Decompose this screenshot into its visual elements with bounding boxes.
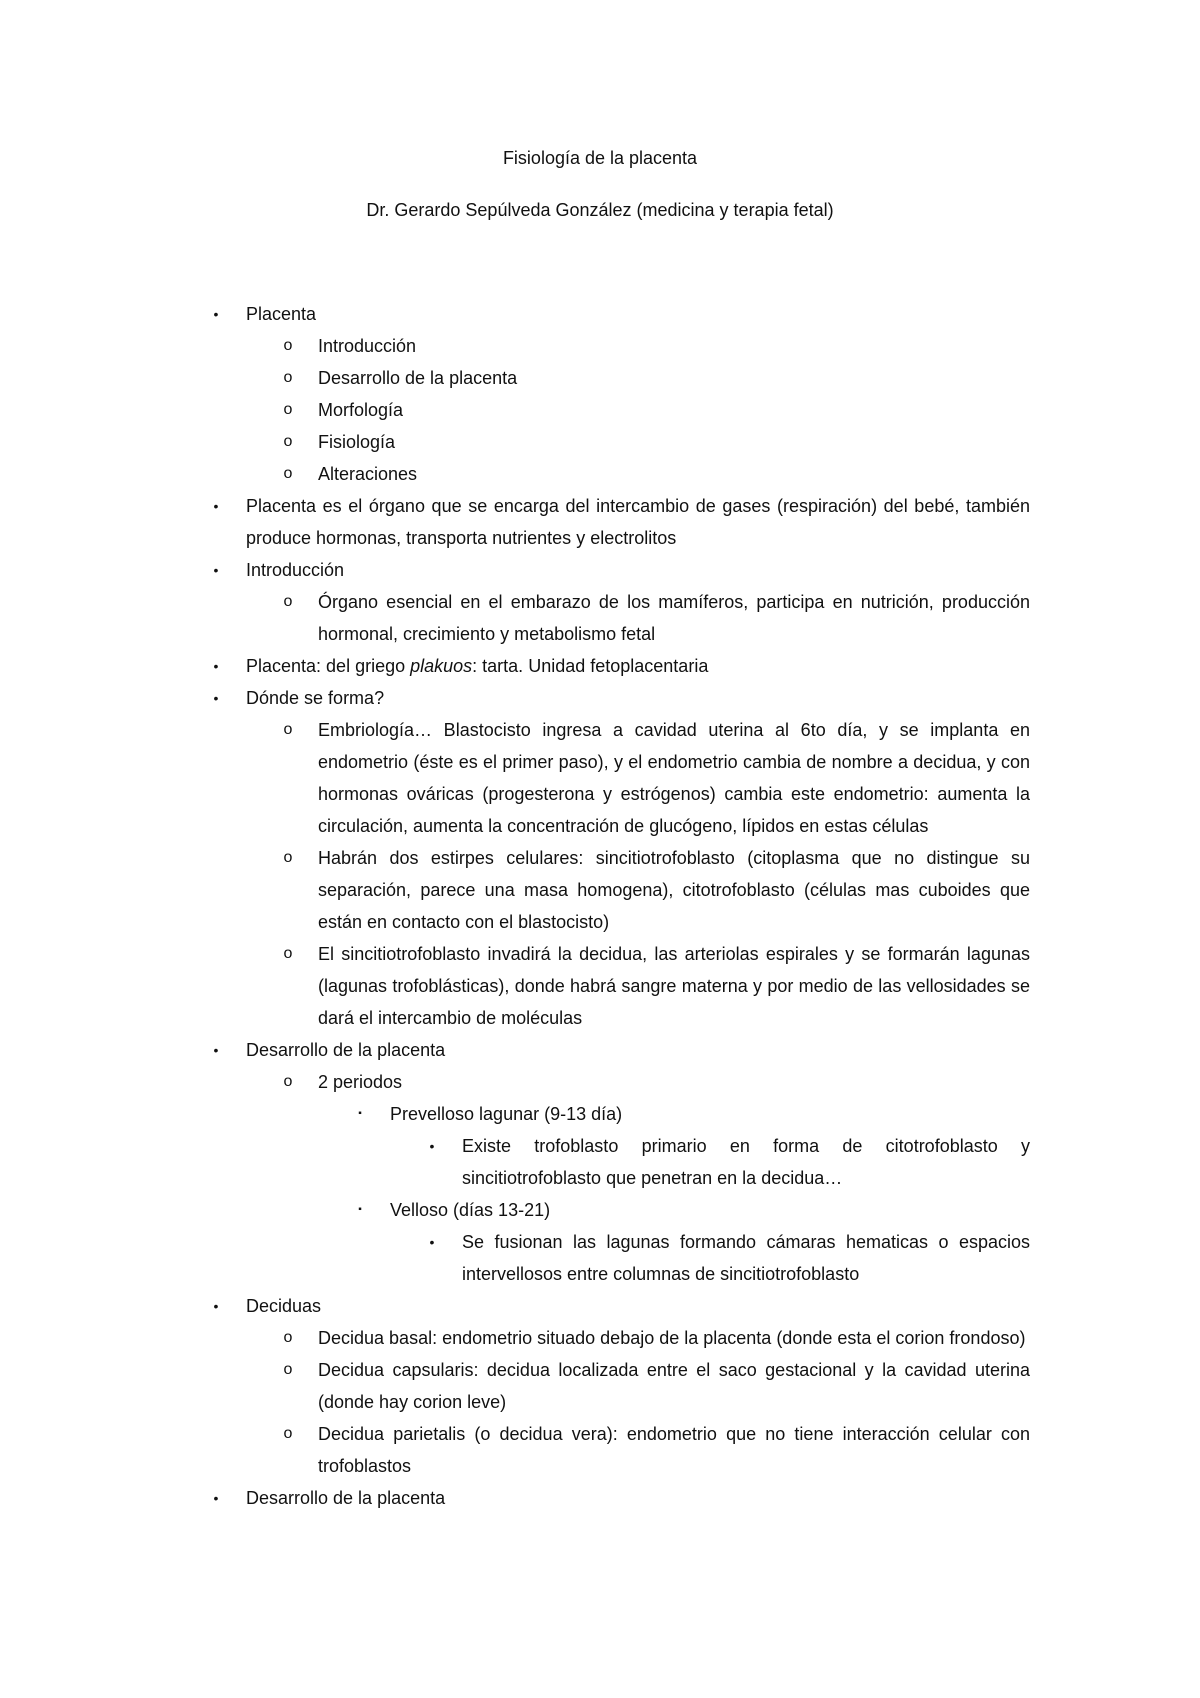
- circle-bullet-icon: o: [283, 337, 293, 354]
- list-item: [213, 554, 1030, 586]
- list-item-text: Deciduas: [246, 1296, 322, 1316]
- list-item-text: Se fusionan las lagunas formando cámaras hematicas o espacios intervellosos entre columnas de sincitiotrofoblasto: [462, 1232, 1030, 1284]
- bullet-icon: •: [213, 498, 219, 514]
- document-author: Dr. Gerardo Sepúlveda González (medicina y terapia fetal): [366, 200, 834, 220]
- bullet-icon: •: [213, 1490, 219, 1506]
- list-item-text: Desarrollo de la placenta: [246, 1040, 446, 1060]
- bullet-icon: •: [429, 1234, 435, 1250]
- bullet-icon: •: [213, 1042, 219, 1058]
- circle-bullet-icon: o: [283, 849, 293, 866]
- list-item: [213, 650, 1030, 682]
- list-item: [283, 1418, 1030, 1482]
- list-item: [283, 426, 1030, 458]
- etymology-suffix: : tarta.: [472, 656, 524, 676]
- list-item: [283, 714, 1030, 842]
- circle-bullet-icon: o: [283, 1361, 293, 1378]
- list-item: [283, 842, 1030, 938]
- list-item-text: Unidad fetoplacentaria: [528, 656, 709, 676]
- list-item-text: Órgano esencial en el embarazo de los mamíferos, participa en nutrición, producción hormonal, crecimiento y metabolismo fetal: [318, 592, 1030, 644]
- bullet-icon: •: [429, 1138, 435, 1154]
- list-item-text: Placenta: [246, 304, 317, 324]
- list-item: [358, 1098, 1030, 1130]
- etymology-term: plakuos: [410, 656, 473, 676]
- list-item: [283, 458, 1030, 490]
- circle-bullet-icon: o: [283, 593, 293, 610]
- document-body: [0, 298, 1200, 1514]
- list-item: [283, 1322, 1030, 1354]
- list-item-text: Morfología: [318, 400, 404, 420]
- square-bullet-icon: ▪: [358, 1108, 362, 1119]
- circle-bullet-icon: o: [283, 945, 293, 962]
- list-item-text: Desarrollo de la placenta: [318, 368, 518, 388]
- list-item-text: Decidua parietalis (o decidua vera): endometrio que no tiene interacción celular con trofoblastos: [318, 1424, 1030, 1476]
- list-item-text: Introducción: [246, 560, 345, 580]
- list-item: [283, 394, 1030, 426]
- list-item: [358, 1194, 1030, 1226]
- list-item-text: Placenta es el órgano que se encarga del intercambio de gases (respiración) del bebé, también produce hormonas, transporta nutrientes y electrolitos: [246, 496, 1030, 548]
- list-item-text: Prevelloso lagunar (9-13 día): [390, 1104, 623, 1124]
- list-item-text: Decidua basal: endometrio situado debajo de la placenta (donde esta el corion frondoso): [318, 1328, 1026, 1348]
- document-title: Fisiología de la placenta: [502, 148, 698, 168]
- circle-bullet-icon: o: [283, 401, 293, 418]
- list-item-text: Dónde se forma?: [246, 688, 385, 708]
- list-item-text: Alteraciones: [318, 464, 418, 484]
- etymology-prefix: Placenta: del griego: [246, 656, 411, 676]
- list-item: [283, 938, 1030, 1034]
- list-item-text: Embriología… Blastocisto ingresa a cavidad uterina al 6to día, y se implanta en endometrio (éste es el primer paso), y el endometrio cambia de nombre a decidua, y con hormonas ováricas (progesterona y estrógenos) cambia este endometrio: aumenta la circulación, aumenta la concentración de glucógeno, lípidos en estas células: [318, 720, 1030, 836]
- bullet-icon: •: [213, 306, 219, 322]
- bullet-icon: •: [213, 690, 219, 706]
- list-item: [213, 490, 1030, 554]
- list-item: [213, 1482, 1030, 1514]
- circle-bullet-icon: o: [283, 1073, 293, 1090]
- list-item-text: El sincitiotrofoblasto invadirá la decidua, las arteriolas espirales y se formarán lagunas (lagunas trofoblásticas), donde habrá sangre materna y por medio de las vellosidades se dará el intercambio de moléculas: [318, 944, 1030, 1028]
- list-item: [283, 330, 1030, 362]
- list-item-text: Habrán dos estirpes celulares: sincitiotrofoblasto (citoplasma que no distingue su separación, parece una masa homogena), citotrofoblasto (células mas cuboides que están en contacto con el blastocisto): [318, 848, 1030, 932]
- list-item-text: Decidua capsularis: decidua localizada entre el saco gestacional y la cavidad uterina (donde hay corion leve): [318, 1360, 1030, 1412]
- list-item: [283, 1066, 1030, 1098]
- circle-bullet-icon: o: [283, 721, 293, 738]
- list-item: [429, 1226, 1030, 1290]
- list-item: [283, 586, 1030, 650]
- list-item: [213, 1034, 1030, 1066]
- circle-bullet-icon: o: [283, 369, 293, 386]
- circle-bullet-icon: o: [283, 1329, 293, 1346]
- list-item-text: Existe trofoblasto primario en forma de citotrofoblasto y sincitiotrofoblasto que penetran en la decidua…: [462, 1136, 1030, 1188]
- list-item-text: Fisiología: [318, 432, 396, 452]
- list-item-text: 2 periodos: [318, 1072, 403, 1092]
- list-item: [283, 1354, 1030, 1418]
- list-item: [429, 1130, 1030, 1194]
- list-item-text: Introducción: [318, 336, 417, 356]
- bullet-icon: •: [213, 1298, 219, 1314]
- bullet-icon: •: [213, 658, 219, 674]
- list-item: [283, 362, 1030, 394]
- circle-bullet-icon: o: [283, 1425, 293, 1442]
- list-item: [213, 1290, 1030, 1322]
- bullet-icon: •: [213, 562, 219, 578]
- list-item-text: Desarrollo de la placenta: [246, 1488, 446, 1508]
- list-item: [213, 682, 1030, 714]
- list-item-text: Velloso (días 13-21): [390, 1200, 551, 1220]
- circle-bullet-icon: o: [283, 433, 293, 450]
- square-bullet-icon: ▪: [358, 1204, 362, 1215]
- circle-bullet-icon: o: [283, 465, 293, 482]
- list-item: [213, 298, 1030, 330]
